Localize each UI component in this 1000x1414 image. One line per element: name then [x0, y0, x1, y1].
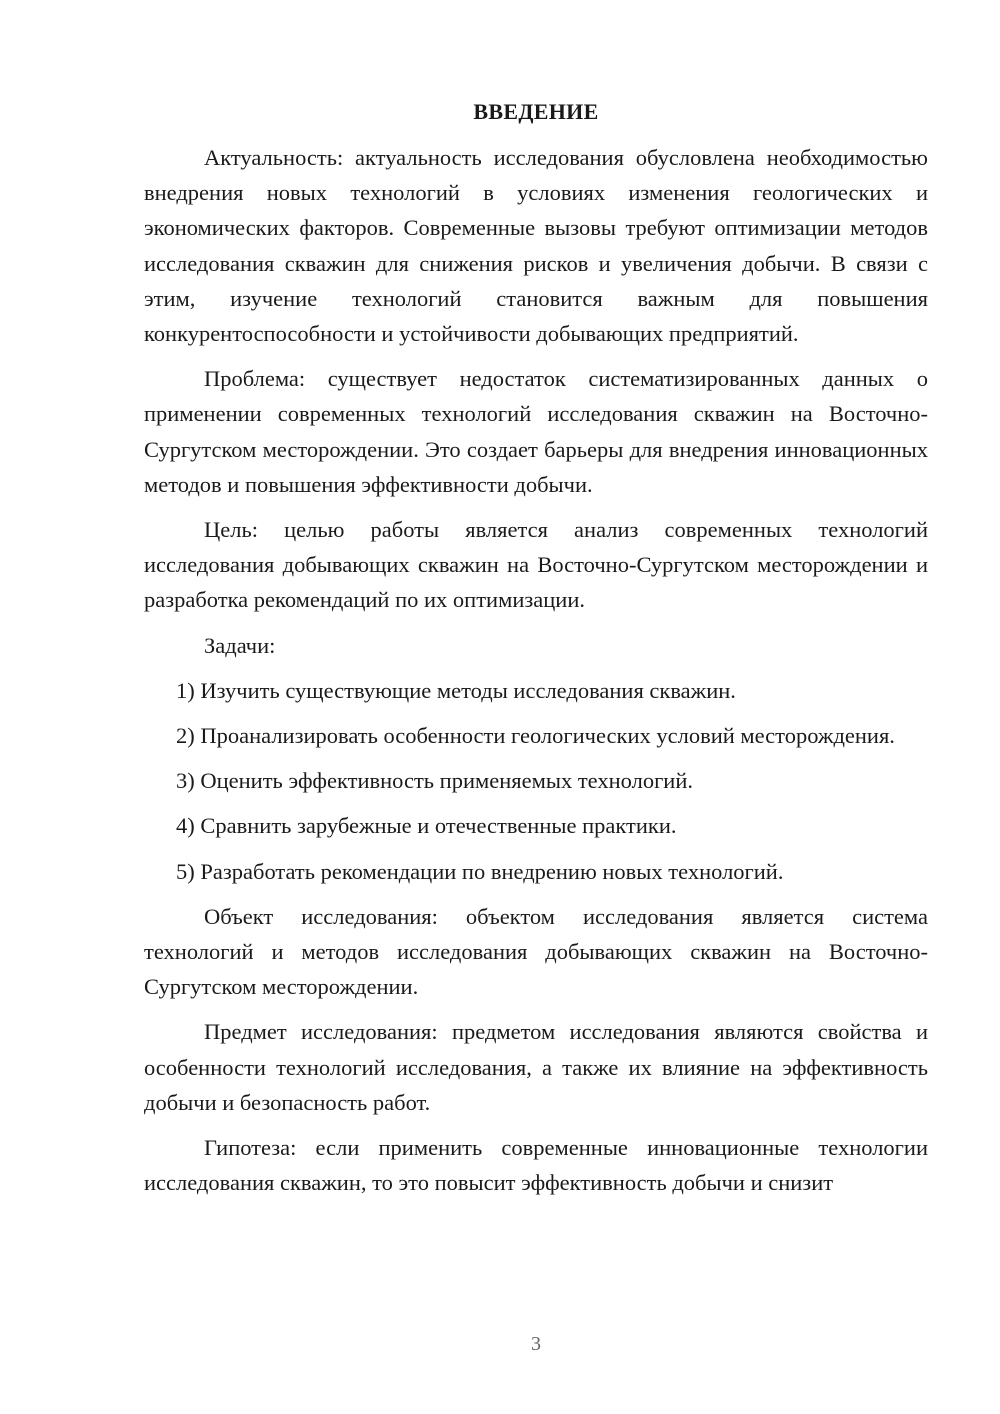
page-number: 3 [531, 1333, 541, 1355]
paragraph-relevance: Актуальность: актуальность исследования обусловлена необходимостью внедрения новых технологий в условиях изменения геологических и экономических факторов. Современные вызовы требуют оптимизации методов исследования скважин для снижения рисков и увеличения добычи. В связи с этим, изучение технологий становится важным для повышения конкурентоспособности и устойчивости добывающих предприятий. [144, 145, 928, 347]
paragraph-tasks-heading: Задачи: [204, 632, 276, 658]
paragraph-subject: Предмет исследования: предметом исследования являются свойства и особенности технологий исследования, а также их влияние на эффективность добычи и безопасность работ. [144, 1019, 928, 1115]
section-heading: ВВЕДЕНИЕ [473, 99, 599, 124]
task-item: 1) Изучить существующие методы исследования скважин. [176, 677, 736, 703]
paragraph-problem: Проблема: существует недостаток систематизированных данных о применении современных технологий исследования скважин на Восточно-Сургутском месторождении. Это создает барьеры для внедрения инновационных методов и повышения эффективности добычи. [144, 366, 928, 497]
task-item: 3) Оценить эффективность применяемых технологий. [176, 768, 694, 794]
task-item: 2) Проанализировать особенности геологических условий месторождения. [176, 723, 895, 749]
task-item: 5) Разработать рекомендации по внедрению новых технологий. [176, 858, 784, 884]
document-body [144, 140, 928, 1200]
paragraph-object: Объект исследования: объектом исследования является система технологий и методов исследования добывающих скважин на Восточно-Сургутском месторождении. [144, 903, 928, 1000]
task-item: 4) Сравнить зарубежные и отечественные практики. [176, 813, 677, 839]
paragraph-goal: Цель: целью работы является анализ современных технологий исследования добывающих скважин на Восточно-Сургутском месторождении и разработка рекомендаций по их оптимизации. [144, 517, 928, 613]
paragraph-hypothesis: Гипотеза: если применить современные инновационные технологии исследования скважин, то это повысит эффективность добычи и снизит [144, 1135, 928, 1196]
